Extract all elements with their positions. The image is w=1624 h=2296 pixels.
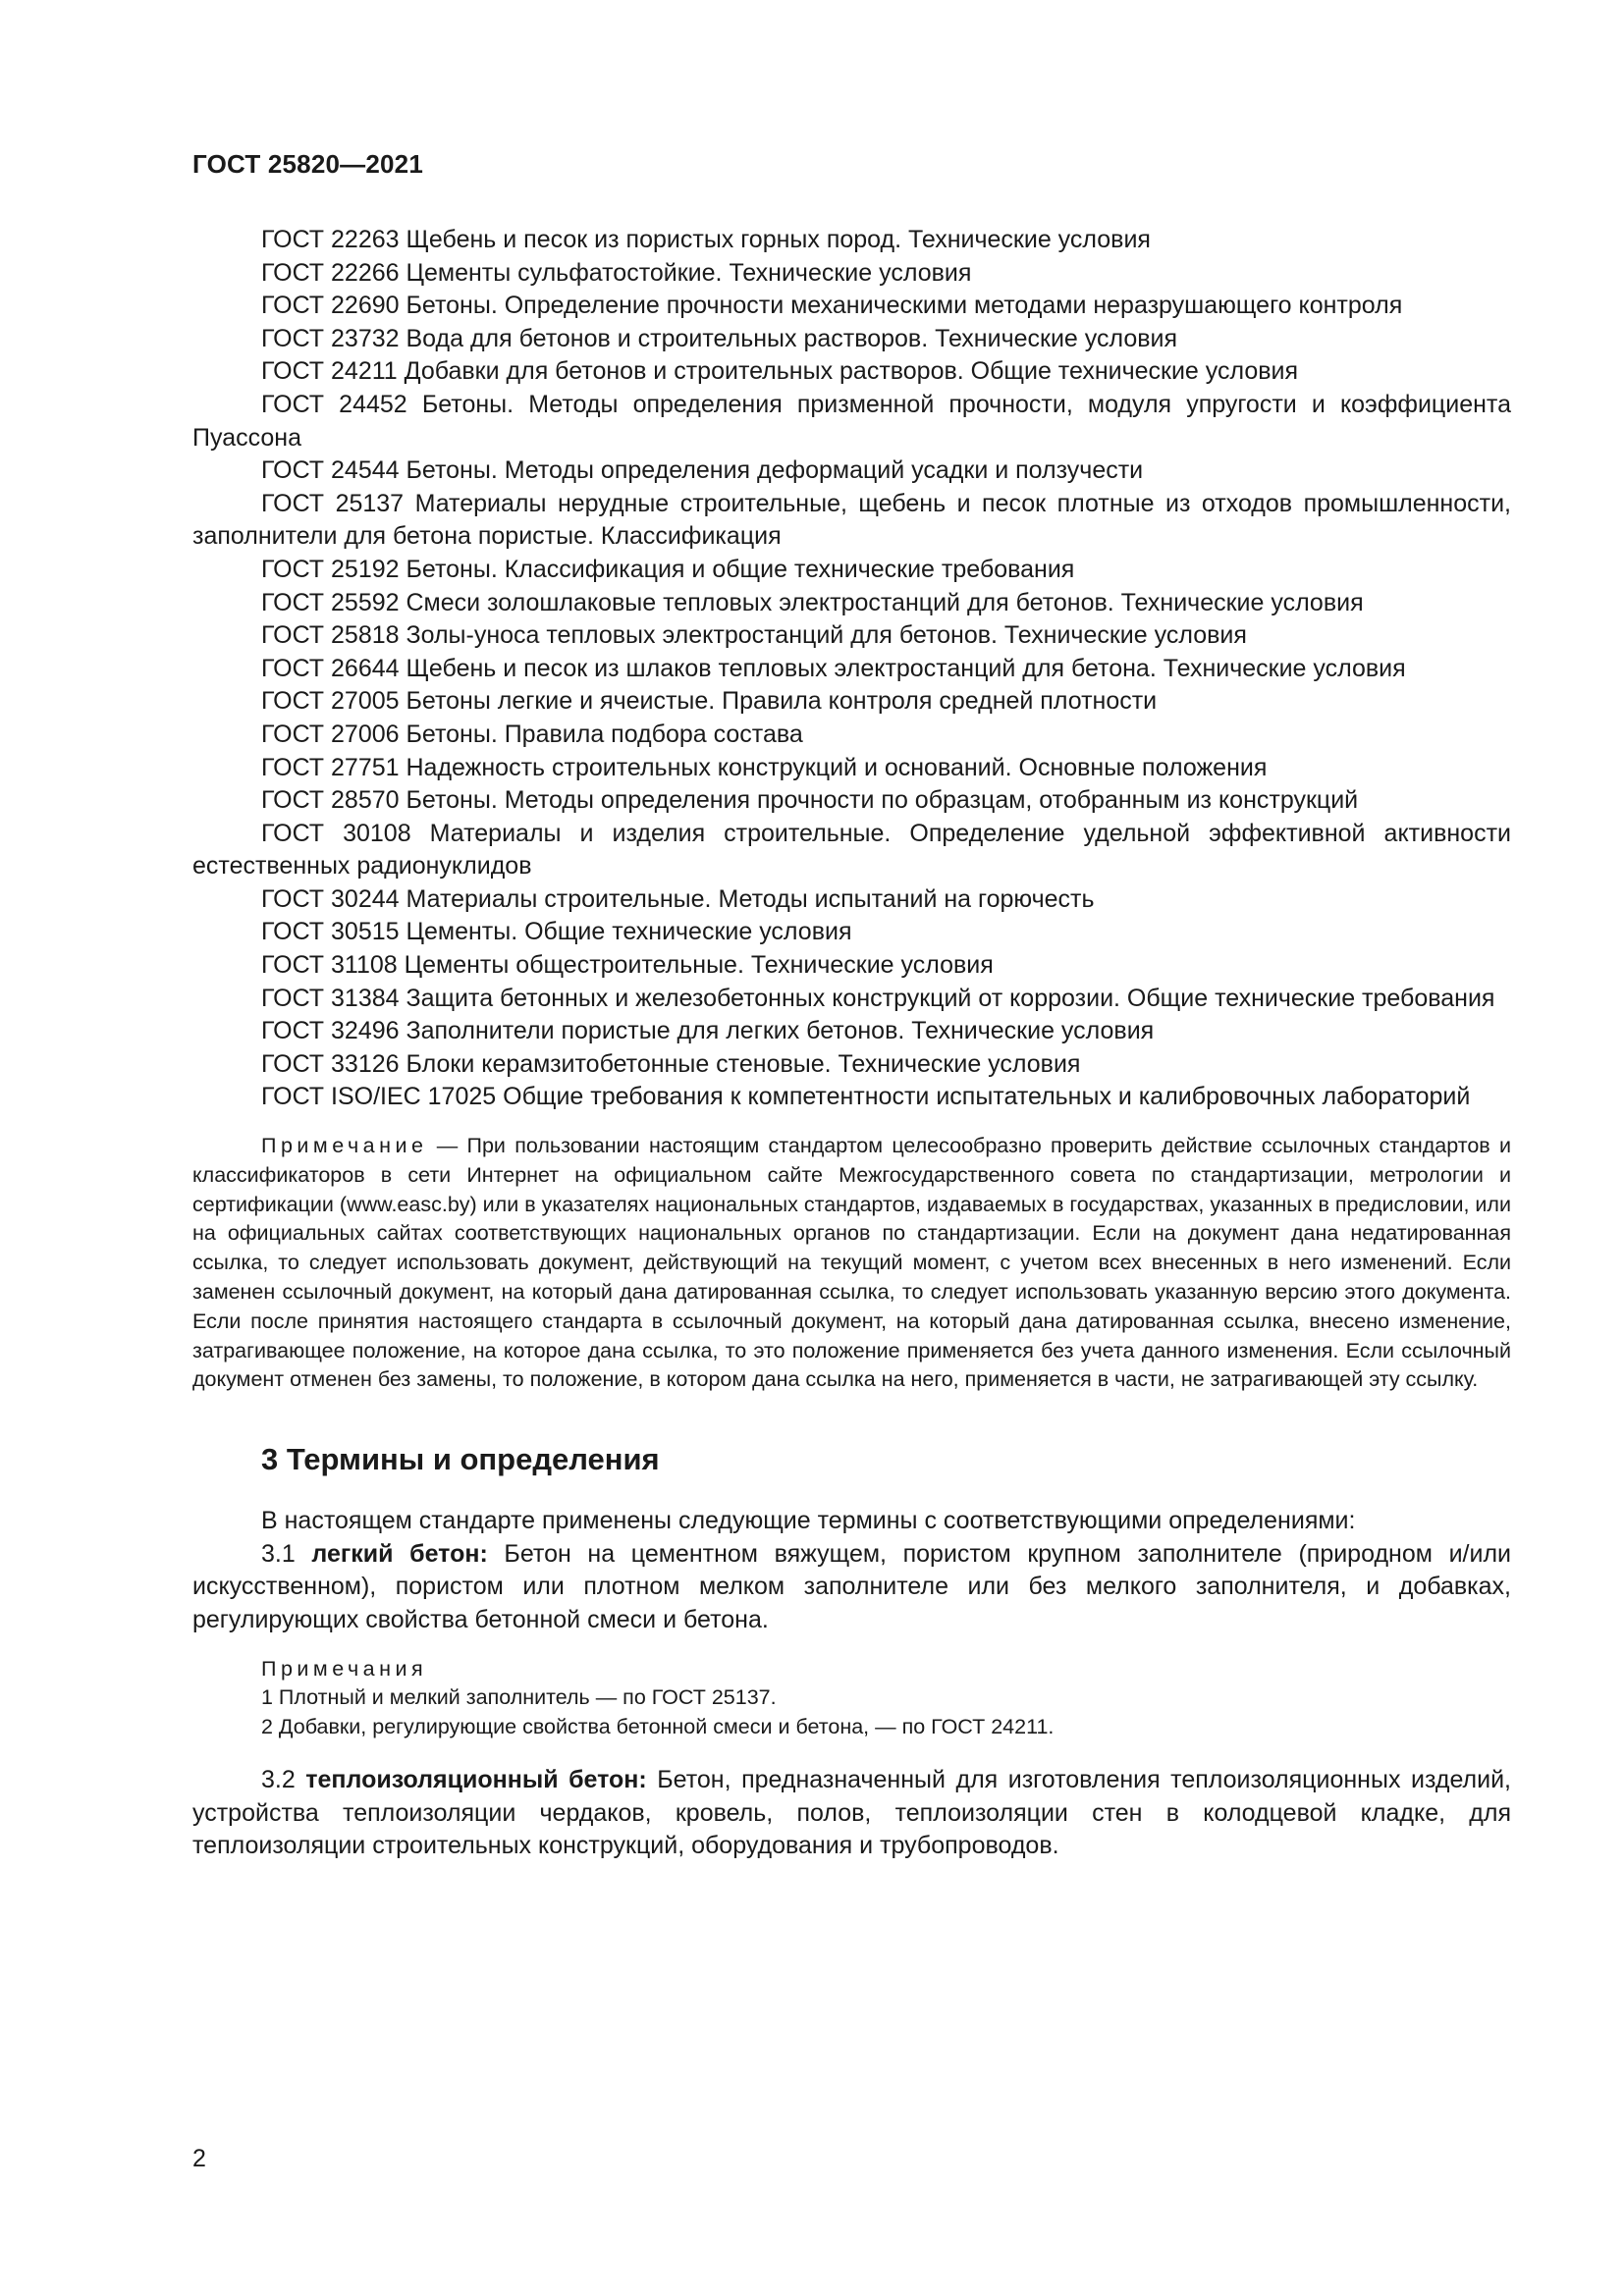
page-number: 2 bbox=[192, 2145, 206, 2172]
reference-item: ГОСТ 26644 Щебень и песок из шлаков тепловых электростанций для бетона. Технические условия bbox=[261, 654, 1406, 682]
reference-item: ГОСТ 31108 Цементы общестроительные. Технические условия bbox=[261, 951, 994, 980]
reference-item: ГОСТ 30108 Материалы и изделия строительные. Определение удельной эффективной активности естественных радионуклидов bbox=[192, 819, 1511, 881]
reference-item: ГОСТ 22266 Цементы сульфатостойкие. Технические условия bbox=[261, 258, 972, 287]
reference-item: ГОСТ 30244 Материалы строительные. Методы испытаний на горючесть bbox=[261, 884, 1095, 913]
term-name: теплоизоляционный бетон: bbox=[305, 1765, 647, 1793]
reference-item: ГОСТ ISO/IEC 17025 Общие требования к компетентности испытательных и калибровочных лабораторий bbox=[261, 1083, 1471, 1111]
reference-item: ГОСТ 27751 Надежность строительных конструкций и оснований. Основные положения bbox=[261, 753, 1268, 781]
reference-item: ГОСТ 33126 Блоки керамзитобетонные стеновые. Технические условия bbox=[261, 1049, 1081, 1078]
reference-item: ГОСТ 24452 Бетоны. Методы определения призменной прочности, модуля упругости и коэффициента Пуассона bbox=[192, 390, 1511, 452]
reference-item: ГОСТ 32496 Заполнители пористые для легких бетонов. Технические условия bbox=[261, 1017, 1155, 1045]
reference-item: ГОСТ 25137 Материалы нерудные строительные, щебень и песок плотные из отходов промышленности, заполнители для бетона пористые. Классификация bbox=[192, 489, 1511, 551]
reference-item: ГОСТ 28570 Бетоны. Методы определения прочности по образцам, отобранным из конструкций bbox=[261, 786, 1359, 815]
reference-note bbox=[192, 1132, 1511, 1395]
note-item: 1 Плотный и мелкий заполнитель — по ГОСТ 25137. bbox=[261, 1685, 777, 1710]
reference-item: ГОСТ 25192 Бетоны. Классификация и общие технические требования bbox=[261, 555, 1075, 583]
term-name: легкий бетон: bbox=[311, 1539, 488, 1568]
reference-item: ГОСТ 27005 Бетоны легкие и ячеистые. Правила контроля средней плотности bbox=[261, 687, 1158, 716]
reference-item: ГОСТ 22690 Бетоны. Определение прочности механическими методами неразрушающего контроля bbox=[261, 292, 1403, 320]
reference-item: ГОСТ 24211 Добавки для бетонов и строительных растворов. Общие технические условия bbox=[261, 357, 1299, 386]
reference-item: ГОСТ 22263 Щебень и песок из пористых горных пород. Технические условия bbox=[261, 226, 1151, 253]
reference-item: ГОСТ 24544 Бетоны. Методы определения деформаций усадки и ползучести bbox=[261, 456, 1144, 485]
document-header: ГОСТ 25820—2021 bbox=[192, 149, 423, 179]
term-definition-3-2 bbox=[192, 1764, 1511, 1863]
reference-list bbox=[192, 224, 1511, 1114]
reference-item: ГОСТ 23732 Вода для бетонов и строительных растворов. Технические условия bbox=[261, 324, 1178, 352]
section-heading: 3 Термины и определения bbox=[261, 1442, 660, 1477]
term-notes bbox=[192, 1655, 1511, 1742]
term-definition-3-1 bbox=[192, 1538, 1511, 1637]
note-text: При пользовании настоящим стандартом целесообразно проверить действие ссылочных стандартов и классификаторов в сети Интернет на официальном сайте Межгосударственного совета по стандартизации, метрологии и сертификации (www.easc.by) или в указателях национальных стандартов, издаваемых в государствах, указанных в предисловии, или на официальных сайтах соответствующих национальных органов по стандартизации. Если на документ дана недатированная ссылка, то следует использовать документ, действующий на текущий момент, с учетом всех внесенных в него изменений. Если заменен ссылочный документ, на который дана датированная ссылка, то следует использовать указанную версию этого документа. Если после принятия настоящего стандарта в ссылочный документ, на который дана датированная ссылка, внесено изменение, затрагивающее положение, на которое дана ссылка, то это положение применяется без учета данного изменения. Если ссылочный документ отменен без замены, то положение, в котором дана ссылка на него, применяется в части, не затрагивающей эту ссылку. bbox=[192, 1134, 1511, 1392]
reference-item: ГОСТ 31384 Защита бетонных и железобетонных конструкций от коррозии. Общие технические требования bbox=[261, 984, 1495, 1012]
note-item: 2 Добавки, регулирующие свойства бетонной смеси и бетона, — по ГОСТ 24211. bbox=[261, 1715, 1055, 1739]
term-definition: Бетон на цементном вяжущем, пористом крупном заполнителе (природном и/или искусственном), пористом или плотном мелком заполнителе или без мелкого заполнителя, и добавках, регулирующих свойства бетонной смеси и бетона. bbox=[192, 1539, 1511, 1633]
reference-item: ГОСТ 30515 Цементы. Общие технические условия bbox=[261, 918, 852, 946]
notes-label: Примечания bbox=[261, 1656, 428, 1681]
term-definition: Бетон, предназначенный для изготовления теплоизоляционных изделий, устройства теплоизоляции чердаков, кровель, полов, теплоизоляции стен в колодцевой кладке, для теплоизоляции строительных конструкций, оборудования и трубопроводов. bbox=[192, 1765, 1511, 1860]
term-number: 3.2 bbox=[261, 1765, 306, 1793]
note-label: Примечание bbox=[261, 1134, 428, 1158]
reference-item: ГОСТ 25818 Золы-уноса тепловых электростанций для бетонов. Технические условия bbox=[261, 621, 1247, 650]
reference-item: ГОСТ 25592 Смеси золошлаковые тепловых электростанций для бетонов. Технические условия bbox=[261, 588, 1364, 616]
term-number: 3.1 bbox=[261, 1539, 312, 1568]
section-intro: В настоящем стандарте применены следующие термины с соответствующими определениями: bbox=[261, 1507, 1356, 1535]
reference-item: ГОСТ 27006 Бетоны. Правила подбора состава bbox=[261, 720, 803, 748]
note-dash: — bbox=[427, 1134, 467, 1158]
document-body bbox=[192, 224, 1511, 1863]
